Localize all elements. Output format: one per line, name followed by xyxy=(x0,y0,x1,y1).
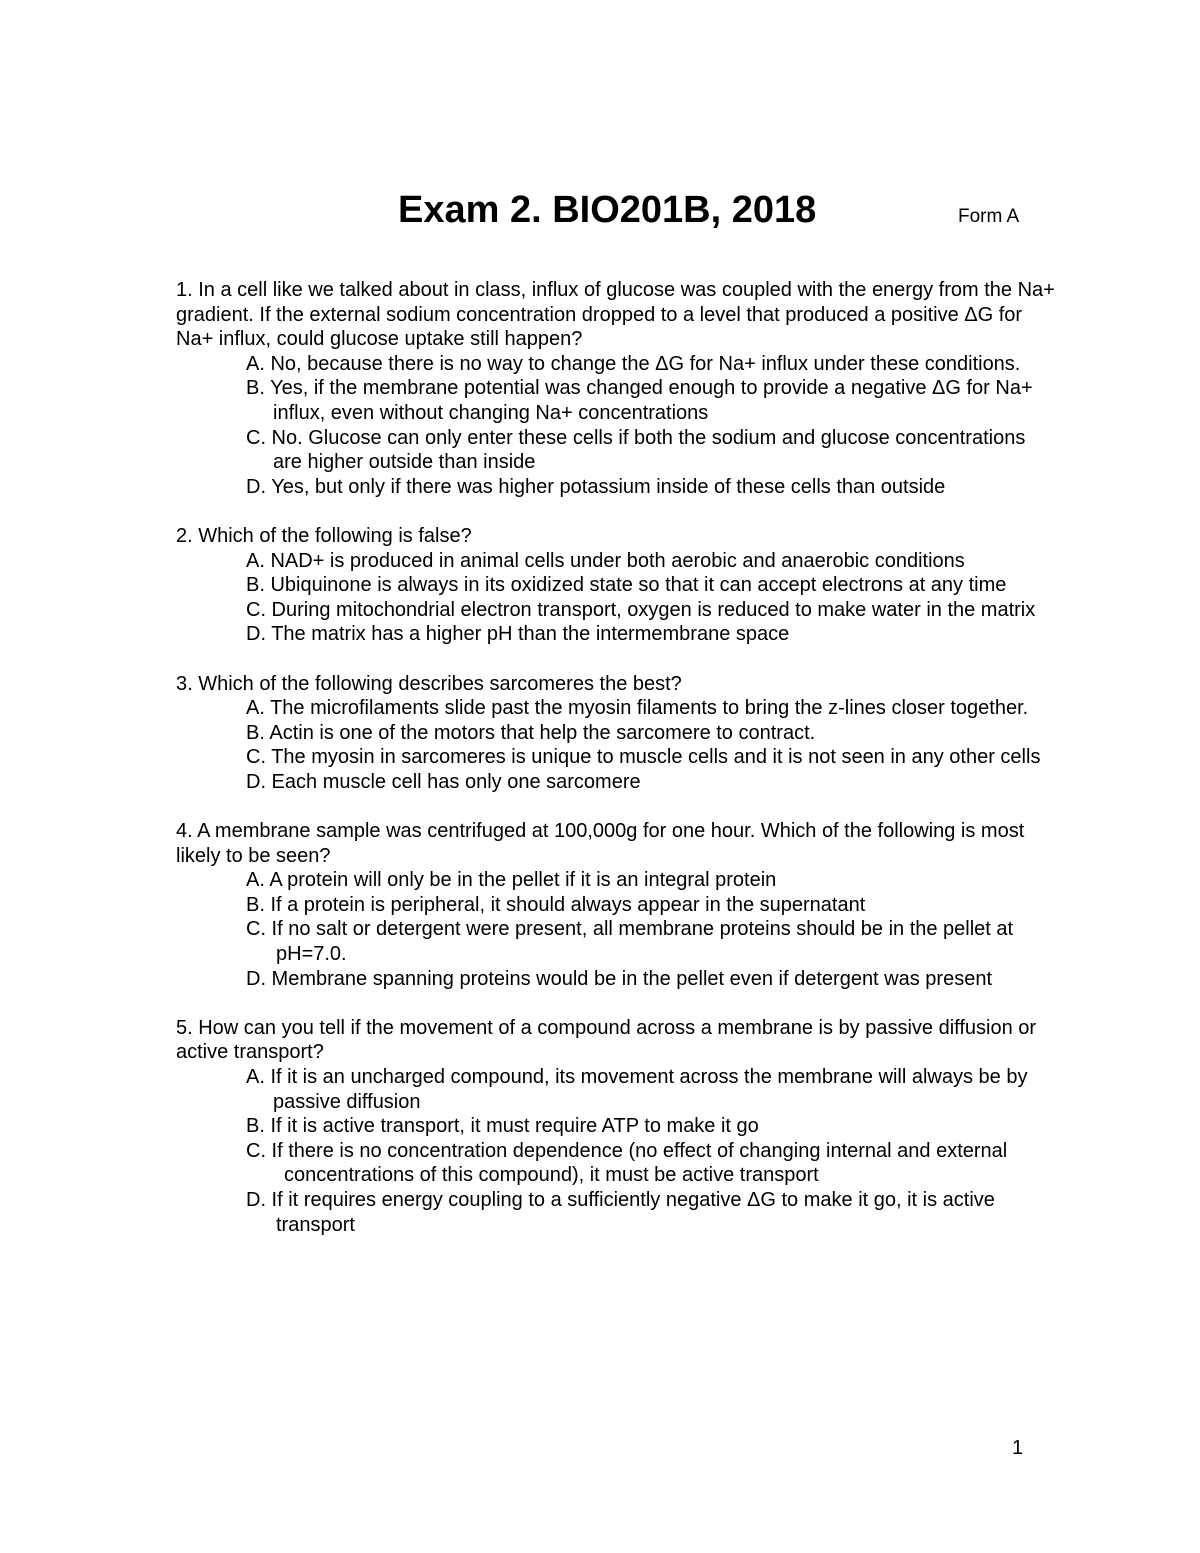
question-1-options xyxy=(176,352,1056,500)
question-1-option-c: C. No. Glucose can only enter these cells if both the sodium and glucose concentrations are higher outside than inside xyxy=(246,426,1026,474)
question-1-option-d: D. Yes, but only if there was higher potassium inside of these cells than outside xyxy=(246,475,946,498)
question-list xyxy=(176,278,1056,1262)
question-5-stem: 5. How can you tell if the movement of a compound across a membrane is by passive diffusion or active transport? xyxy=(176,1016,1037,1064)
question-5 xyxy=(176,1016,1056,1237)
question-3-option-b: B. Actin is one of the motors that help the sarcomere to contract. xyxy=(246,721,816,744)
form-label: Form A xyxy=(958,206,1020,227)
exam-title: Exam 2. BIO201B, 2018 xyxy=(398,189,817,231)
question-2-option-b: B. Ubiquinone is always in its oxidized state so that it can accept electrons at any time xyxy=(246,574,1007,597)
question-1-option-a: A. No, because there is no way to change the ΔG for Na+ influx under these conditions. xyxy=(246,352,1021,375)
question-5-options xyxy=(176,1065,1056,1237)
question-4-option-b: B. If a protein is peripheral, it should always appear in the supernatant xyxy=(246,893,866,916)
question-4-option-d: D. Membrane spanning proteins would be in the pellet even if detergent was present xyxy=(246,967,993,990)
question-2-stem: 2. Which of the following is false? xyxy=(176,524,472,547)
question-4-option-c: C. If no salt or detergent were present, all membrane proteins should be in the pellet at pH=7.0. xyxy=(246,918,1014,966)
question-2-options xyxy=(176,549,1056,647)
question-5-option-d: D. If it requires energy coupling to a sufficiently negative ΔG to make it go, it is active transport xyxy=(246,1188,995,1236)
question-5-option-a: A. If it is an uncharged compound, its movement across the membrane will always be by passive diffusion xyxy=(246,1066,1028,1113)
question-1-stem: 1. In a cell like we talked about in class, influx of glucose was coupled with the energy from the Na+ gradient. If the external sodium concentration dropped to a level that produced a positive ΔG for Na+ influx, could glucose uptake still happen? xyxy=(176,279,1055,351)
question-2-option-c: C. During mitochondrial electron transport, oxygen is reduced to make water in the matrix xyxy=(246,598,1036,621)
question-2-option-d: D. The matrix has a higher pH than the intermembrane space xyxy=(246,623,790,646)
question-2 xyxy=(176,524,1056,647)
page-number: 1 xyxy=(1012,1437,1024,1459)
question-2-option-a: A. NAD+ is produced in animal cells under both aerobic and anaerobic conditions xyxy=(246,549,965,572)
question-3-option-c: C. The myosin in sarcomeres is unique to muscle cells and it is not seen in any other cells xyxy=(246,746,1041,769)
question-4-stem: 4. A membrane sample was centrifuged at 100,000g for one hour. Which of the following is most likely to be seen? xyxy=(176,820,1025,867)
question-4-option-a: A. A protein will only be in the pellet if it is an integral protein xyxy=(246,869,777,892)
question-3-option-a: A. The microfilaments slide past the myosin filaments to bring the z-lines closer together. xyxy=(246,697,1029,720)
question-5-option-c: C. If there is no concentration dependence (no effect of changing internal and external concentrations of this compound), it must be active transport xyxy=(246,1139,1008,1187)
question-3 xyxy=(176,672,1056,795)
question-1-option-b: B. Yes, if the membrane potential was changed enough to provide a negative ΔG for Na+ influx, even without changing Na+ concentrations xyxy=(246,377,1033,424)
question-4 xyxy=(176,819,1056,991)
question-3-options xyxy=(176,696,1056,794)
question-5-option-b: B. If it is active transport, it must require ATP to make it go xyxy=(246,1115,759,1138)
question-4-options xyxy=(176,868,1056,991)
question-3-option-d: D. Each muscle cell has only one sarcomere xyxy=(246,770,641,793)
question-3-stem: 3. Which of the following describes sarcomeres the best? xyxy=(176,672,682,695)
question-1 xyxy=(176,278,1056,499)
